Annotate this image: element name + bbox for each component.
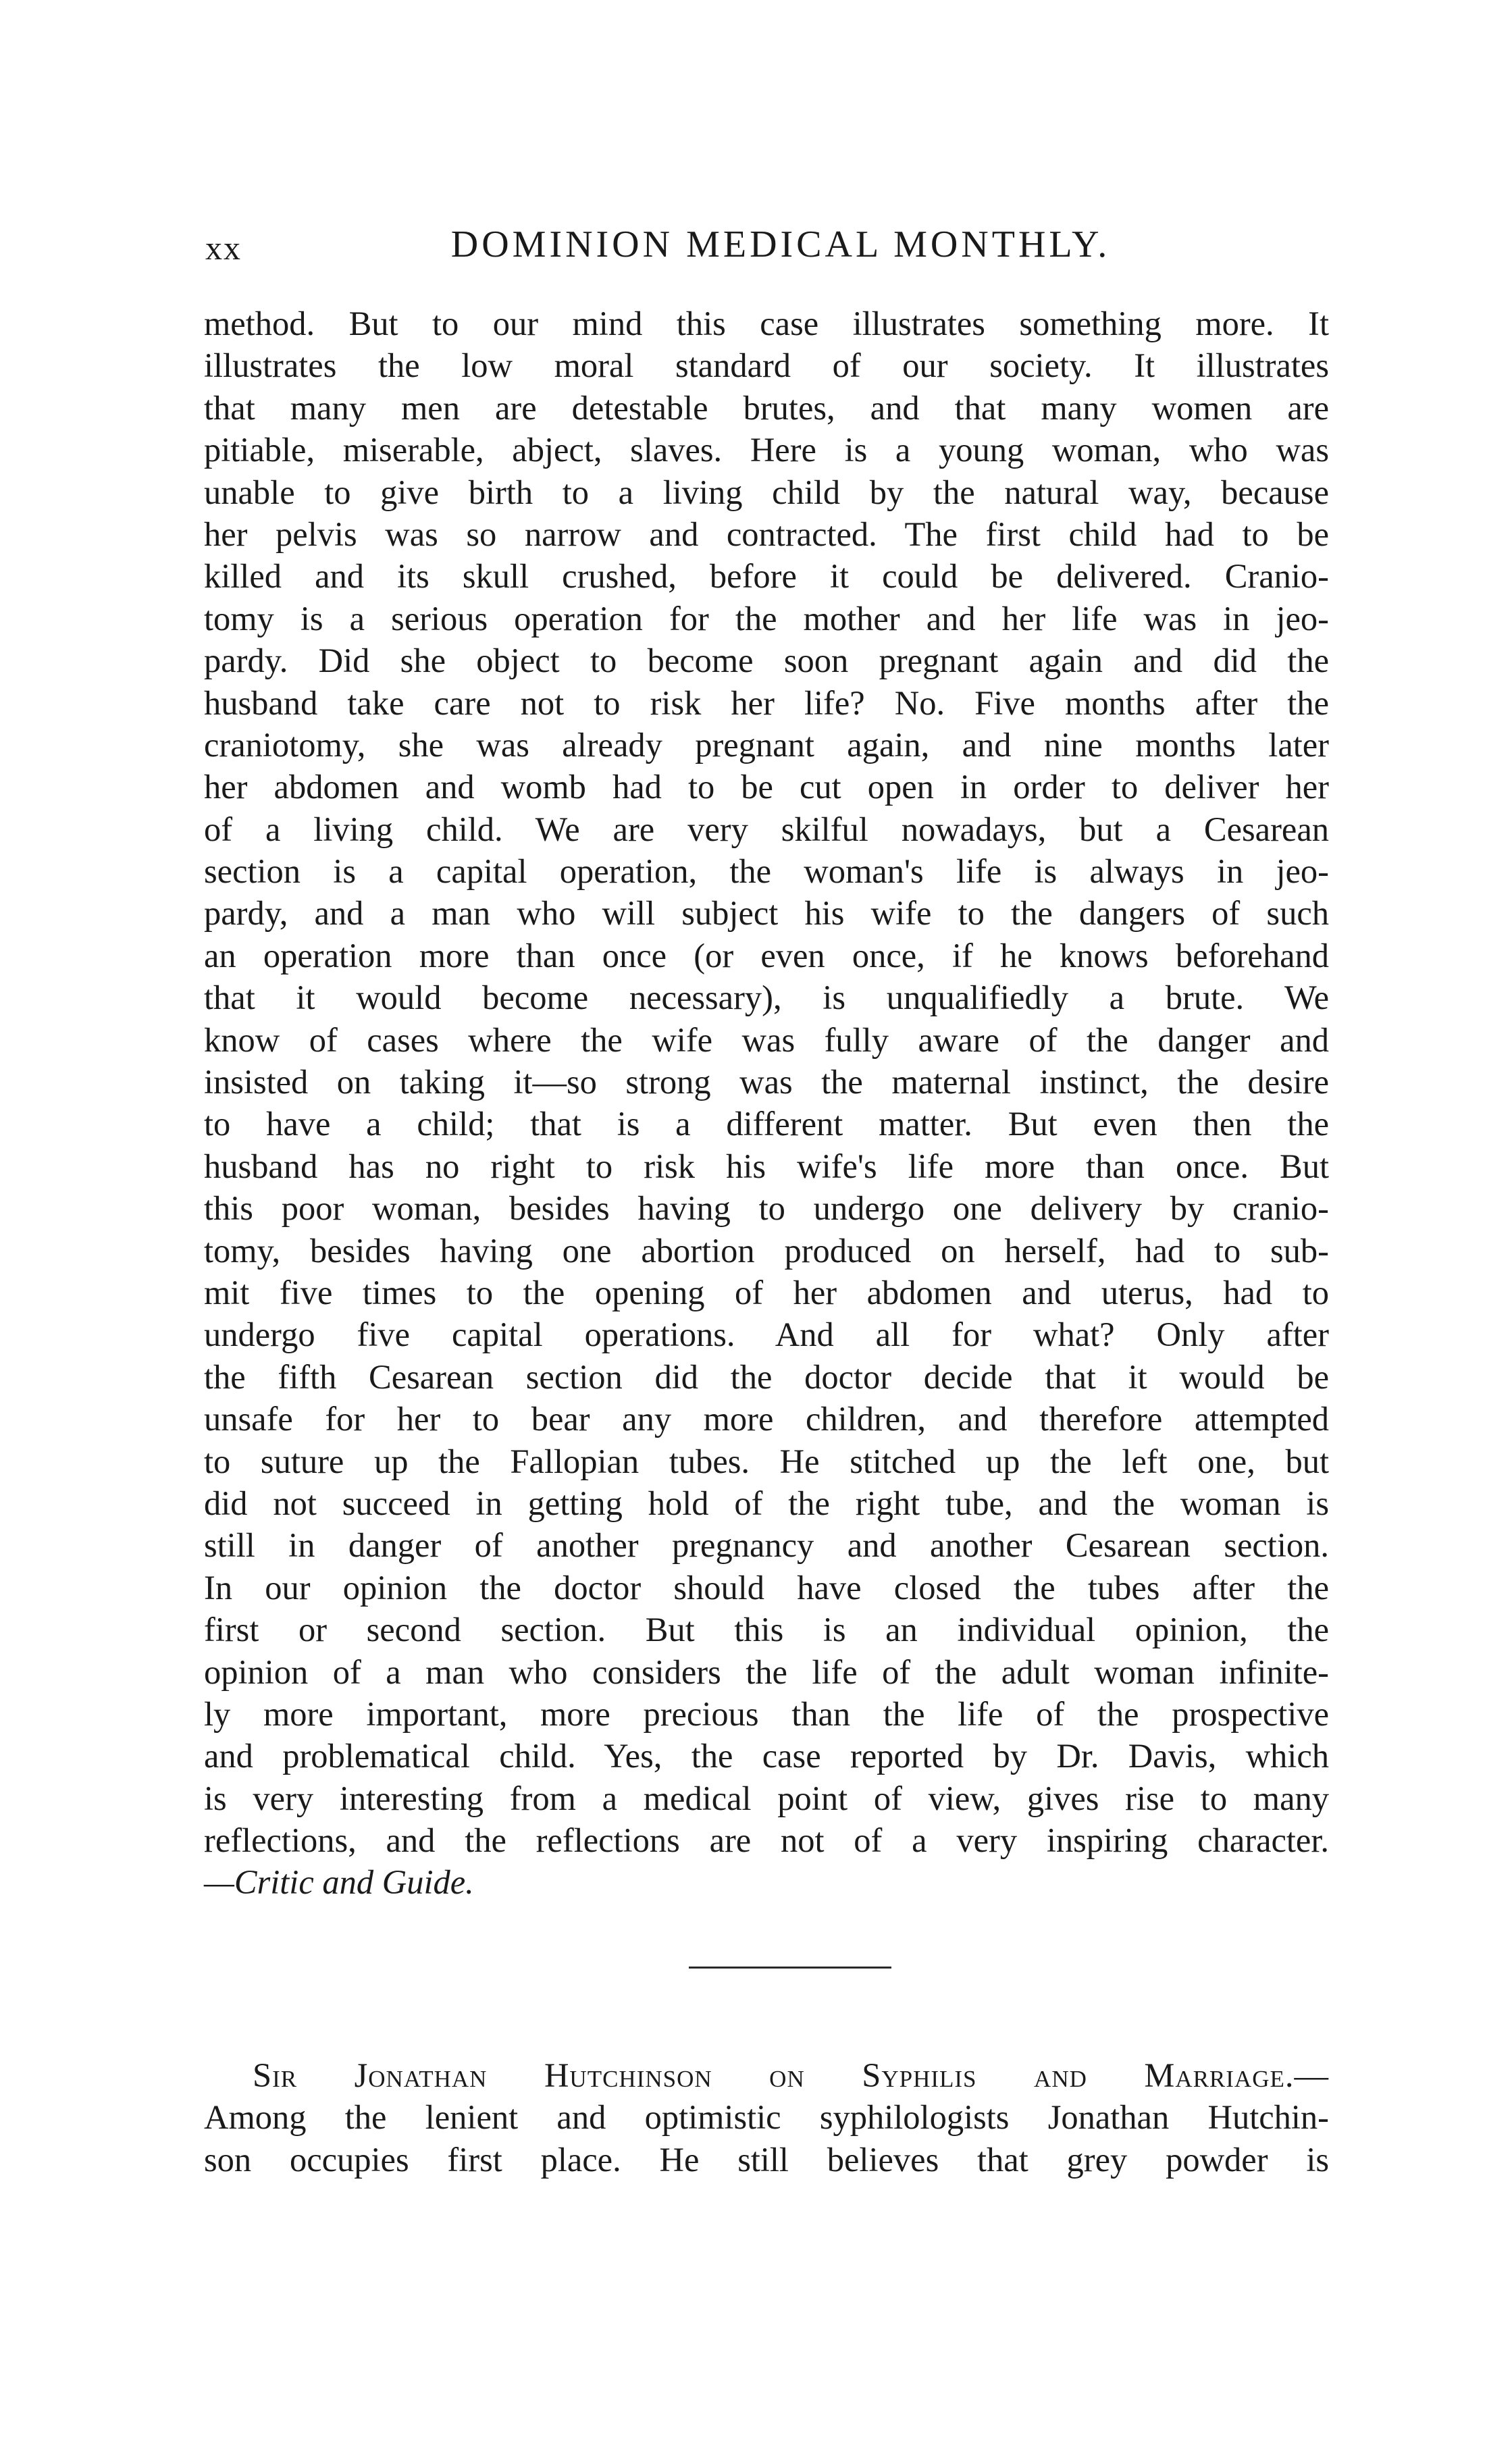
text-line: Among the lenient and optimistic syphilologists Jonathan Hutchin- xyxy=(204,2098,1329,2137)
text-line: tomy, besides having one abortion produced on herself, had to sub- xyxy=(204,1231,1329,1270)
text-line: unsafe for her to bear any more children, and therefore attempted xyxy=(204,1400,1329,1438)
text-line: her abdomen and womb had to be cut open in order to deliver her xyxy=(204,768,1329,806)
text-line: pardy, and a man who will subject his wife to the dangers of such xyxy=(204,894,1329,933)
next-section xyxy=(204,2054,1329,2181)
text-line: and problematical child. Yes, the case reported by Dr. Davis, which xyxy=(204,1737,1329,1775)
text-line: ly more important, more precious than the life of the prospective xyxy=(204,1694,1329,1733)
text-line: section is a capital operation, the woman's life is always in jeo- xyxy=(204,852,1329,891)
text-line: method. But to our mind this case illustrates something more. It xyxy=(204,305,1329,342)
article-source: —Critic and Guide. xyxy=(204,1863,474,1902)
text-line: an operation more than once (or even once, if he knows beforehand xyxy=(204,936,1329,974)
text-line: still in danger of another pregnancy and another Cesarean section. xyxy=(204,1526,1329,1565)
text-line: undergo five capital operations. And all for what? Only after xyxy=(204,1316,1329,1354)
text-line: this poor woman, besides having to undergo one delivery by cranio- xyxy=(204,1189,1329,1228)
article-body xyxy=(204,303,1329,1904)
text-line: reflections, and the reflections are not of a very inspiring character. xyxy=(204,1821,1329,1860)
running-head xyxy=(205,223,1329,270)
text-line: pardy. Did she object to become soon pregnant again and did the xyxy=(204,642,1329,680)
text-line: In our opinion the doctor should have closed the tubes after the xyxy=(204,1568,1329,1607)
text-line: opinion of a man who considers the life of the adult woman infinite- xyxy=(204,1653,1329,1691)
text-line: mit five times to the opening of her abdomen and uterus, had to xyxy=(204,1273,1329,1311)
text-line: did not succeed in getting hold of the right tube, and the woman is xyxy=(204,1484,1329,1522)
text-line: insisted on taking it—so strong was the maternal instinct, the desire xyxy=(204,1063,1329,1101)
text-line: to have a child; that is a different matter. But even then the xyxy=(204,1105,1329,1143)
text-line: son occupies first place. He still believes that grey powder is xyxy=(204,2140,1329,2179)
text-line: of a living child. We are very skilful nowadays, but a Cesarean xyxy=(204,810,1329,848)
text-line: illustrates the low moral standard of our society. It illustrates xyxy=(204,346,1329,385)
section-heading-line xyxy=(204,2054,1329,2096)
section-divider xyxy=(689,1967,891,1969)
section-heading: Sir Jonathan Hutchinson on Syphilis and Marriage.— xyxy=(253,2056,1329,2094)
text-line: husband has no right to risk his wife's life more than once. But xyxy=(204,1147,1329,1185)
text-line: that many men are detestable brutes, and that many women are xyxy=(204,388,1329,427)
text-line: first or second section. But this is an individual opinion, the xyxy=(204,1611,1329,1649)
text-line: husband take care not to risk her life? No. Five months after the xyxy=(204,683,1329,722)
text-line: that it would become necessary), is unqualifiedly a brute. We xyxy=(204,979,1329,1017)
text-line: her pelvis was so narrow and contracted. The first child had to be xyxy=(204,515,1329,553)
text-line: craniotomy, she was already pregnant again, and nine months later xyxy=(204,725,1329,764)
text-line: tomy is a serious operation for the mother and her life was in jeo- xyxy=(204,599,1329,637)
text-line: know of cases where the wife was fully aware of the danger and xyxy=(204,1020,1329,1059)
text-line: to suture up the Fallopian tubes. He stitched up the left one, but xyxy=(204,1442,1329,1480)
text-line: is very interesting from a medical point of view, gives rise to many xyxy=(204,1779,1329,1817)
text-line: unable to give birth to a living child by the natural way, because xyxy=(204,473,1329,511)
text-line: the fifth Cesarean section did the doctor decide that it would be xyxy=(204,1357,1329,1396)
text-line: killed and its skull crushed, before it could be delivered. Cranio- xyxy=(204,557,1329,596)
text-line: pitiable, miserable, abject, slaves. Here is a young woman, who was xyxy=(204,431,1329,469)
page-number: xx xyxy=(205,229,242,267)
journal-title: DOMINION MEDICAL MONTHLY. xyxy=(450,224,1111,265)
